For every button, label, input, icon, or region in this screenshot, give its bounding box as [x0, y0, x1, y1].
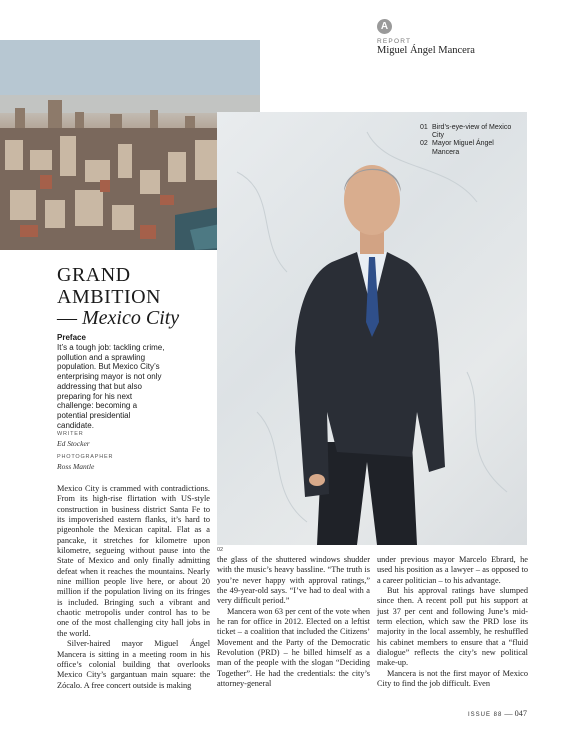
caption-item — [420, 124, 520, 140]
photographer-label: PHOTOGRAPHER — [57, 454, 114, 460]
section-label: REPORT — [377, 38, 412, 45]
page-number: 047 — [514, 709, 527, 718]
body-column-1 — [57, 484, 210, 691]
body-column-3 — [377, 555, 528, 689]
photo-captions — [420, 124, 520, 157]
page-footer — [468, 709, 527, 718]
caption-number: 02 — [420, 140, 428, 148]
caption-item — [420, 140, 520, 156]
paragraph: under previous mayor Marcelo Ebrard, he used his position as a lawyer – as opposed to a career politician – to his advantage. — [377, 555, 528, 585]
headline-line1: GRAND — [57, 264, 131, 286]
preface-heading: Preface — [57, 333, 86, 342]
article-subject: Miguel Ángel Mancera — [377, 45, 475, 56]
headline — [57, 264, 161, 308]
caption-text: Bird’s-eye-view of Mexico City — [432, 124, 512, 140]
writer-name: Ed Stocker — [57, 439, 90, 448]
preface-text: It’s a tough job: tackling crime, pollution and a sprawling population. But Mexico City’s enterprising mayor is not only addressing that but also preparing for his next challenge: becoming a potential presidential candidate. — [57, 343, 165, 430]
photographer-name: Ross Mantle — [57, 462, 95, 471]
paragraph: Mancera won 63 per cent of the vote when he ran for office in 2012. Elected on a leftist ticket – a coalition that included the Citizens’ Movement and the Party of the Democratic Revolution (PRD) – he billed himself as a man of the people with the slogan “Deciding Together”. He had the credentials: the city’s attorney-general — [217, 606, 370, 689]
issue-number: ISSUE 88 — [468, 712, 503, 718]
caption-number: 01 — [420, 124, 428, 131]
section-badge: A — [377, 19, 392, 34]
caption-text: Mayor Miguel Ángel Mancera — [432, 140, 494, 156]
mayor-portrait-photo — [217, 112, 527, 545]
paragraph: Silver-haired mayor Miguel Ángel Mancera is sitting in a meeting room in his office’s colonial building that overlooks Mexico City’s gargantuan main square: the Zócalo. A free concert outside is making — [57, 639, 210, 690]
writer-label: WRITER — [57, 431, 84, 437]
headline-city: Mexico City — [82, 307, 180, 329]
paragraph: Mexico City is crammed with contradictions. From its high-rise flirtation with US-style construction in business district Santa Fe to its impoverished eastern flanks, it’s hard to pigeonhole the Mexican capital. Flat as a pancake, it stretches for kilometre upon kilometre, segueing without pause into the State of Mexico and only finally admitting defeat when it reaches the mountains. Nearly nine million people live here, or about 20 million if the population living on its fringes is included. Bringing such a vibrant and chaotic metropolis under control has to be one of the most challenging city hall jobs in the world. — [57, 484, 210, 638]
photo2-number: 02 — [217, 547, 224, 553]
body-column-2 — [217, 555, 370, 689]
headline-line2: AMBITION — [57, 286, 161, 308]
paragraph: Mancera is not the first mayor of Mexico City to find the job difficult. Even — [377, 668, 528, 689]
footer-separator: — — [502, 709, 515, 718]
headline-dash: — — [57, 307, 82, 329]
paragraph: But his approval ratings have slumped since then. A recent poll put his support at just 37 per cent and following June’s mid-term election, which saw the PRD lose its majority in the local assembly, he reshuffled his cabinet members to ensure that a “fluid dialogue” reflects the city’s new political make-up. — [377, 586, 528, 668]
headline-subtitle — [57, 307, 179, 329]
paragraph: the glass of the shuttered windows shudder with the music’s heavy bassline. “The truth is you’re never happy with approval ratings,” the 49-year-old says. “I’ve had to deal with a very difficult period.” — [217, 555, 370, 606]
